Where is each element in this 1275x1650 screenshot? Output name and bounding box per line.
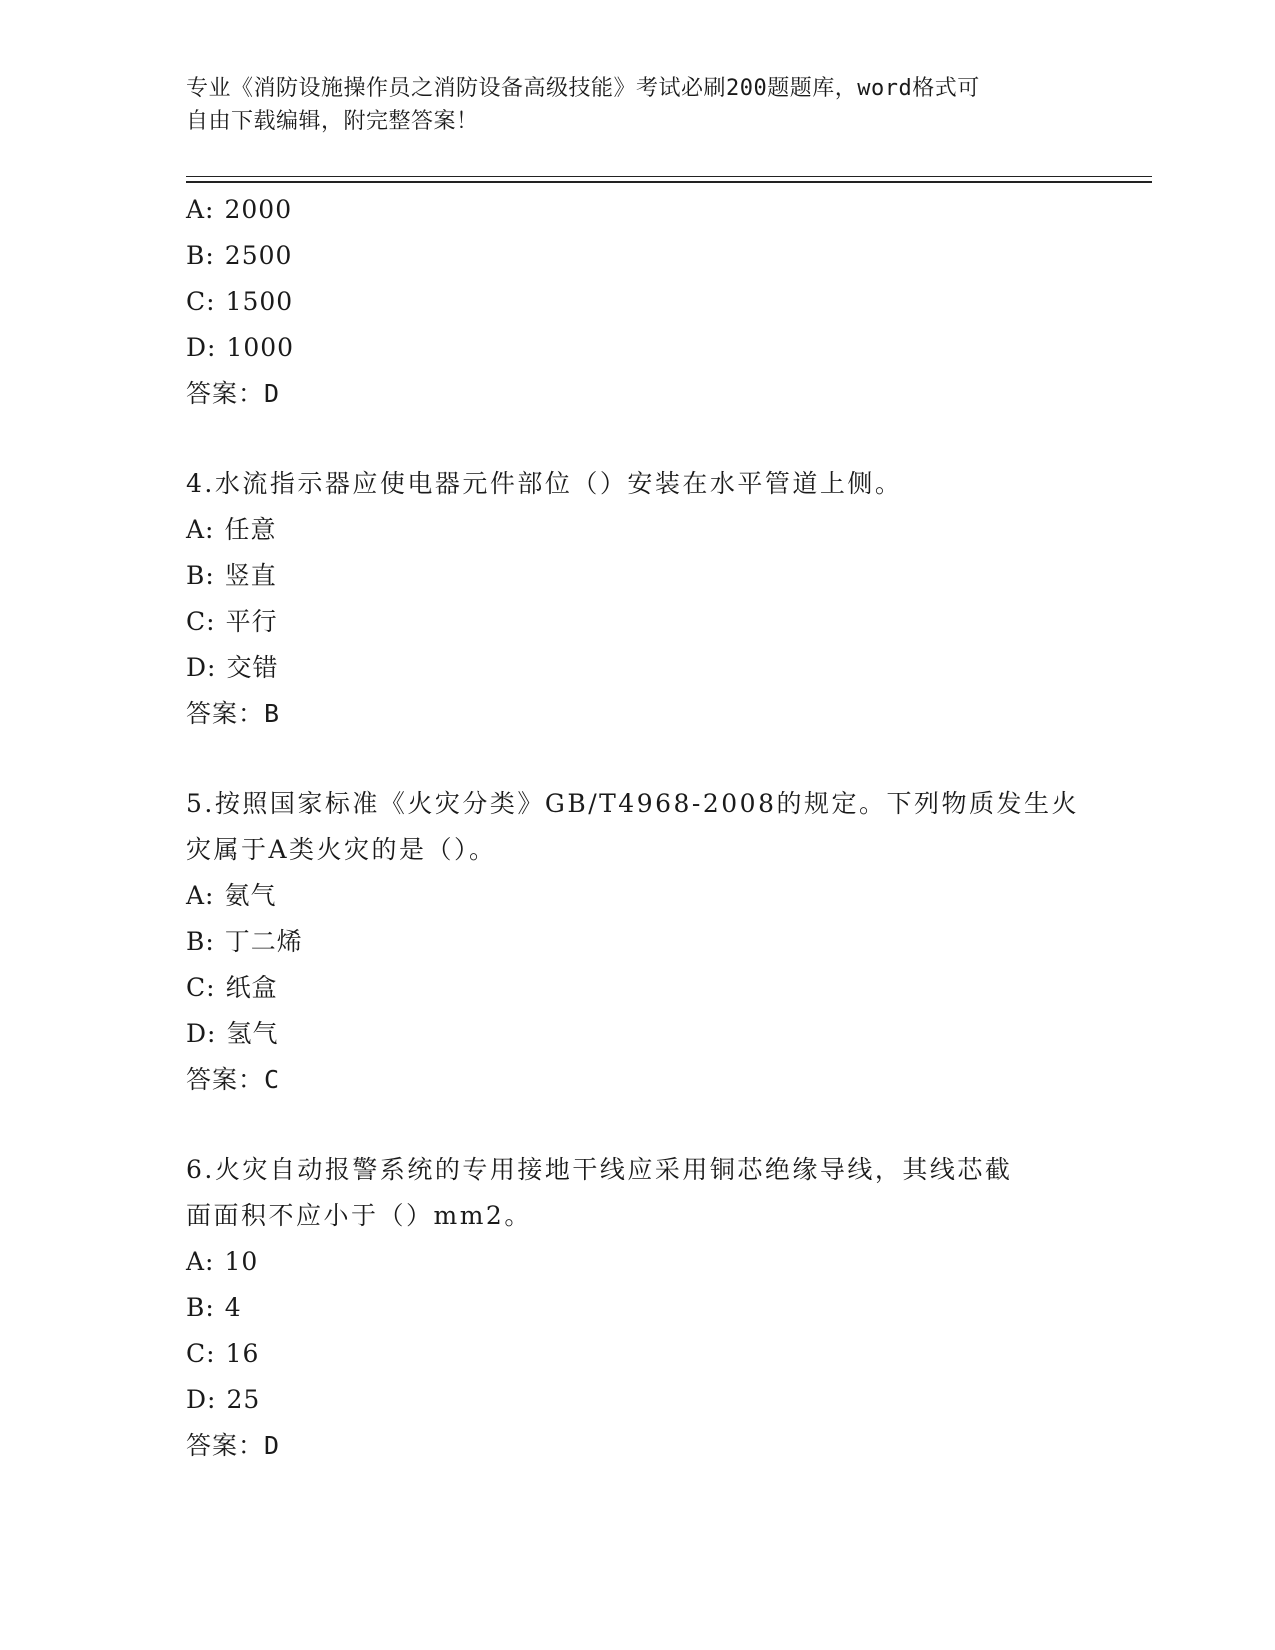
- question-text: [186, 1147, 1086, 1239]
- document-header: [186, 72, 1086, 138]
- question-text-line-1: 5.按照国家标准《火灾分类》GB/T4968-2008的规定。下列物质发生火: [186, 789, 1079, 818]
- option-a: A: 2000: [186, 195, 293, 224]
- header-rule-thin: [186, 176, 1152, 177]
- option-c: C: 纸盒: [186, 973, 278, 1002]
- question-text: [186, 781, 1086, 873]
- question-text-line-2: 面面积不应小于（）mm2。: [186, 1201, 532, 1230]
- question-list: [186, 187, 1086, 1469]
- option-d: D: 1000: [186, 333, 295, 362]
- option-a: A: 氨气: [186, 881, 277, 910]
- question-text-line-1: 6.火灾自动报警系统的专用接地干线应采用铜芯绝缘导线，其线芯截: [186, 1155, 1013, 1184]
- option-a: A: 任意: [186, 515, 277, 544]
- option-d: D: 氢气: [186, 1019, 279, 1048]
- answer: 答案：C: [186, 1065, 281, 1094]
- question-6: [186, 1147, 1086, 1469]
- answer: 答案：D: [186, 379, 281, 408]
- question-4: [186, 461, 1086, 737]
- option-c: C: 平行: [186, 607, 278, 636]
- header-line-2: 自由下载编辑，附完整答案！: [186, 109, 479, 134]
- option-d: D: 交错: [186, 653, 279, 682]
- option-b: B: 竖直: [186, 561, 277, 590]
- option-d: D: 25: [186, 1385, 261, 1414]
- question-text: 4.水流指示器应使电器元件部位（）安装在水平管道上侧。: [186, 469, 903, 498]
- answer: 答案：B: [186, 699, 281, 728]
- header-rule-thick: [186, 181, 1152, 183]
- option-c: C: 16: [186, 1339, 260, 1368]
- question-text-line-2: 灾属于A类火灾的是（）。: [186, 835, 497, 864]
- answer: 答案：D: [186, 1431, 281, 1460]
- option-c: C: 1500: [186, 287, 294, 316]
- option-a: A: 10: [186, 1247, 259, 1276]
- option-b: B: 丁二烯: [186, 927, 303, 956]
- question-5: [186, 781, 1086, 1103]
- option-b: B: 4: [186, 1293, 242, 1322]
- question-3: [186, 187, 1086, 417]
- option-b: B: 2500: [186, 241, 293, 270]
- header-line-1: 专业《消防设施操作员之消防设备高级技能》考试必刷200题题库，word格式可: [186, 76, 980, 101]
